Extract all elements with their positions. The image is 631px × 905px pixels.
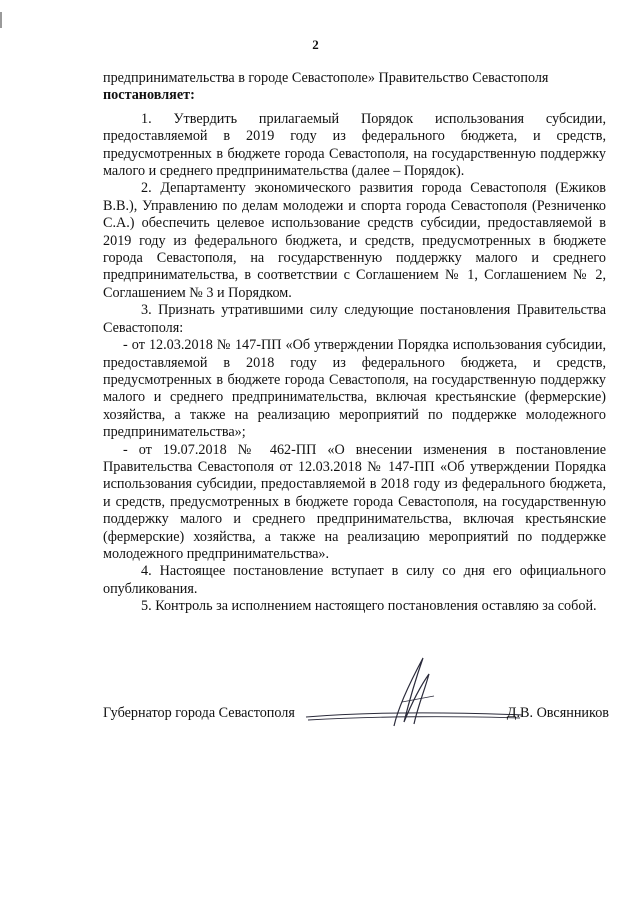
signatory-title: Губернатор города Севастополя	[103, 705, 295, 721]
document-body	[103, 70, 606, 616]
clause-3-item-2: - от 19.07.2018 № 462-ПП «О внесении изменения в постановление Правительства Севастополя от 12.03.2018 № 147-ПП «Об утверждении Порядка использования субсидии, предоставляемой в 2018 году из федерального бюджета, и средств, предусмотренных в бюджете города Севастополя, на государственную поддержку малого и среднего предпринимательства, включая крестьянские (фермерские) хозяйства, а также на реализацию мероприятий по поддержке молодежного предпринимательства».	[103, 441, 606, 562]
signature-block	[103, 650, 609, 730]
intro-text: предпринимательства в городе Севастополе» Правительство Севастополя	[103, 70, 549, 86]
intro-paragraph	[103, 70, 606, 105]
clause-1: 1. Утвердить прилагаемый Порядок использования субсидии, предоставляемой в 2019 году из федерального бюджета, и средств, предусмотренных в бюджете города Севастополя, на государственную поддержку малого и среднего предпринимательства (далее – Порядок).	[103, 110, 606, 180]
page-number: 2	[312, 37, 319, 52]
handwritten-signature	[298, 650, 528, 730]
clause-3-item-1: - от 12.03.2018 № 147-ПП «Об утверждении Порядка использования субсидии, предоставляемой в 2018 году из федерального бюджета, и средств, предусмотренных в бюджете города Севастополя, на государственную поддержку малого и среднего предпринимательства, включая крестьянские (фермерские) хозяйства, а также на реализацию мероприятий по поддержке молодежного предпринимательства»;	[103, 337, 606, 441]
clause-4: 4. Настоящее постановление вступает в силу со дня его официального опубликования.	[103, 563, 606, 597]
signatory-name: Д.В. Овсянников	[506, 705, 609, 721]
scan-edge-mark	[0, 12, 2, 28]
clause-5: 5. Контроль за исполнением настоящего постановления оставляю за собой.	[141, 598, 597, 615]
clause-3: 3. Признать утратившими силу следующие постановления Правительства Севастополя:	[103, 302, 606, 336]
decree-word: постановляет:	[103, 87, 195, 104]
clause-2: 2. Департаменту экономического развития города Севастополя (Ежиков В.В.), Управлению по делам молодежи и спорта города Севастополя (Резниченко С.А.) обеспечить целевое использование средств субсидии, предоставляемой в 2019 году из федерального бюджета, и средств, предусмотренных в бюджете города Севастополя, на государственную поддержку малого и среднего предпринимательства, в соответствии с Соглашением № 1, Соглашением № 2, Соглашением № 3 и Порядком.	[103, 180, 606, 301]
